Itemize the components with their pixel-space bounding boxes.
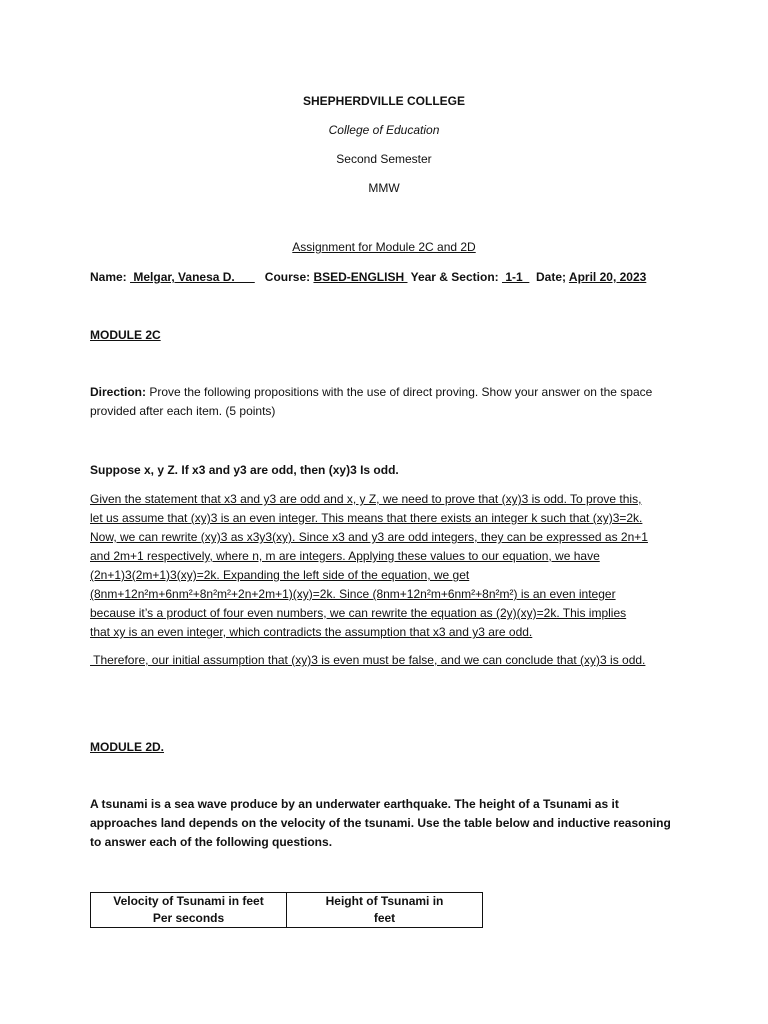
direction-paragraph [90,383,680,421]
section-label: Year & Section: [410,270,499,284]
problem-line: approaches land depends on the velocity of the tsunami. Use the table below and inductive reasoning [90,816,671,830]
velocity-header: Velocity of Tsunami in feet Per seconds [91,893,287,928]
section-value: 1-1 [501,270,530,284]
course-value: BSED-ENGLISH [313,270,408,284]
direction-text: Prove the following propositions with the use of direct proving. Show your answer on the space provided after each item. (5 points) [90,385,653,418]
module-2c-heading: MODULE 2C [90,328,161,342]
direction-label: Direction: [90,385,147,399]
problem-line: to answer each of the following questions. [90,835,333,849]
date-value: April 20, 2023 [568,270,647,284]
proof-line: (8nm+12n²m+6nm²+8n²m²+2n+2m+1)(xy)=2k. Since (8nm+12n²m+6nm²+8n²m²) is an even integer [90,587,616,601]
date-label: Date; [536,270,567,284]
height-header: Height of Tsunami in feet [287,893,483,928]
proof-line: Given the statement that x3 and y3 are odd and x, y Z, we need to prove that (xy)3 is odd. To prove this, [90,492,642,506]
table-header-row [91,893,483,928]
proof-line: Now, we can rewrite (xy)3 as x3y3(xy). Since x3 and y3 are odd integers, they can be expressed as 2n+1 [90,530,648,544]
proof-line: and 2m+1 respectively, where n, m are integers. Applying these values to our equation, we have [90,549,600,563]
proof-conclusion: Therefore, our initial assumption that (xy)3 is even must be false, and we can conclude that (xy)3 is odd. [90,653,646,667]
student-info-line [90,268,646,287]
semester: Second Semester [336,152,432,166]
proof-line: that xy is an even integer, which contradicts the assumption that x3 and y3 are odd. [90,625,533,639]
problem-line: A tsunami is a sea wave produce by an underwater earthquake. The height of a Tsunami as it [90,797,619,811]
proof-line: let us assume that (xy)3 is an even integer. This means that there exists an integer k such that (xy)3=2k. [90,511,643,525]
proof-line: because it’s a product of four even numbers, we can rewrite the equation as (2y)(xy)=2k. This implies [90,606,627,620]
institution-name: SHEPHERDVILLE COLLEGE [302,94,466,108]
name-value: Melgar, Vanesa D. [130,270,255,284]
proposition: Suppose x, y Z. If x3 and y3 are odd, then (xy)3 Is odd. [90,463,399,477]
proof-line: (2n+1)3(2m+1)3(xy)=2k. Expanding the left side of the equation, we get [90,568,470,582]
module-2d-heading: MODULE 2D. [90,740,165,754]
assignment-title: Assignment for Module 2C and 2D [292,240,476,254]
name-label: Name: [90,270,127,284]
college-name: College of Education [328,123,440,137]
course-label: Course: [264,270,311,284]
tsunami-table [90,892,483,928]
subject: MMW [368,181,400,195]
